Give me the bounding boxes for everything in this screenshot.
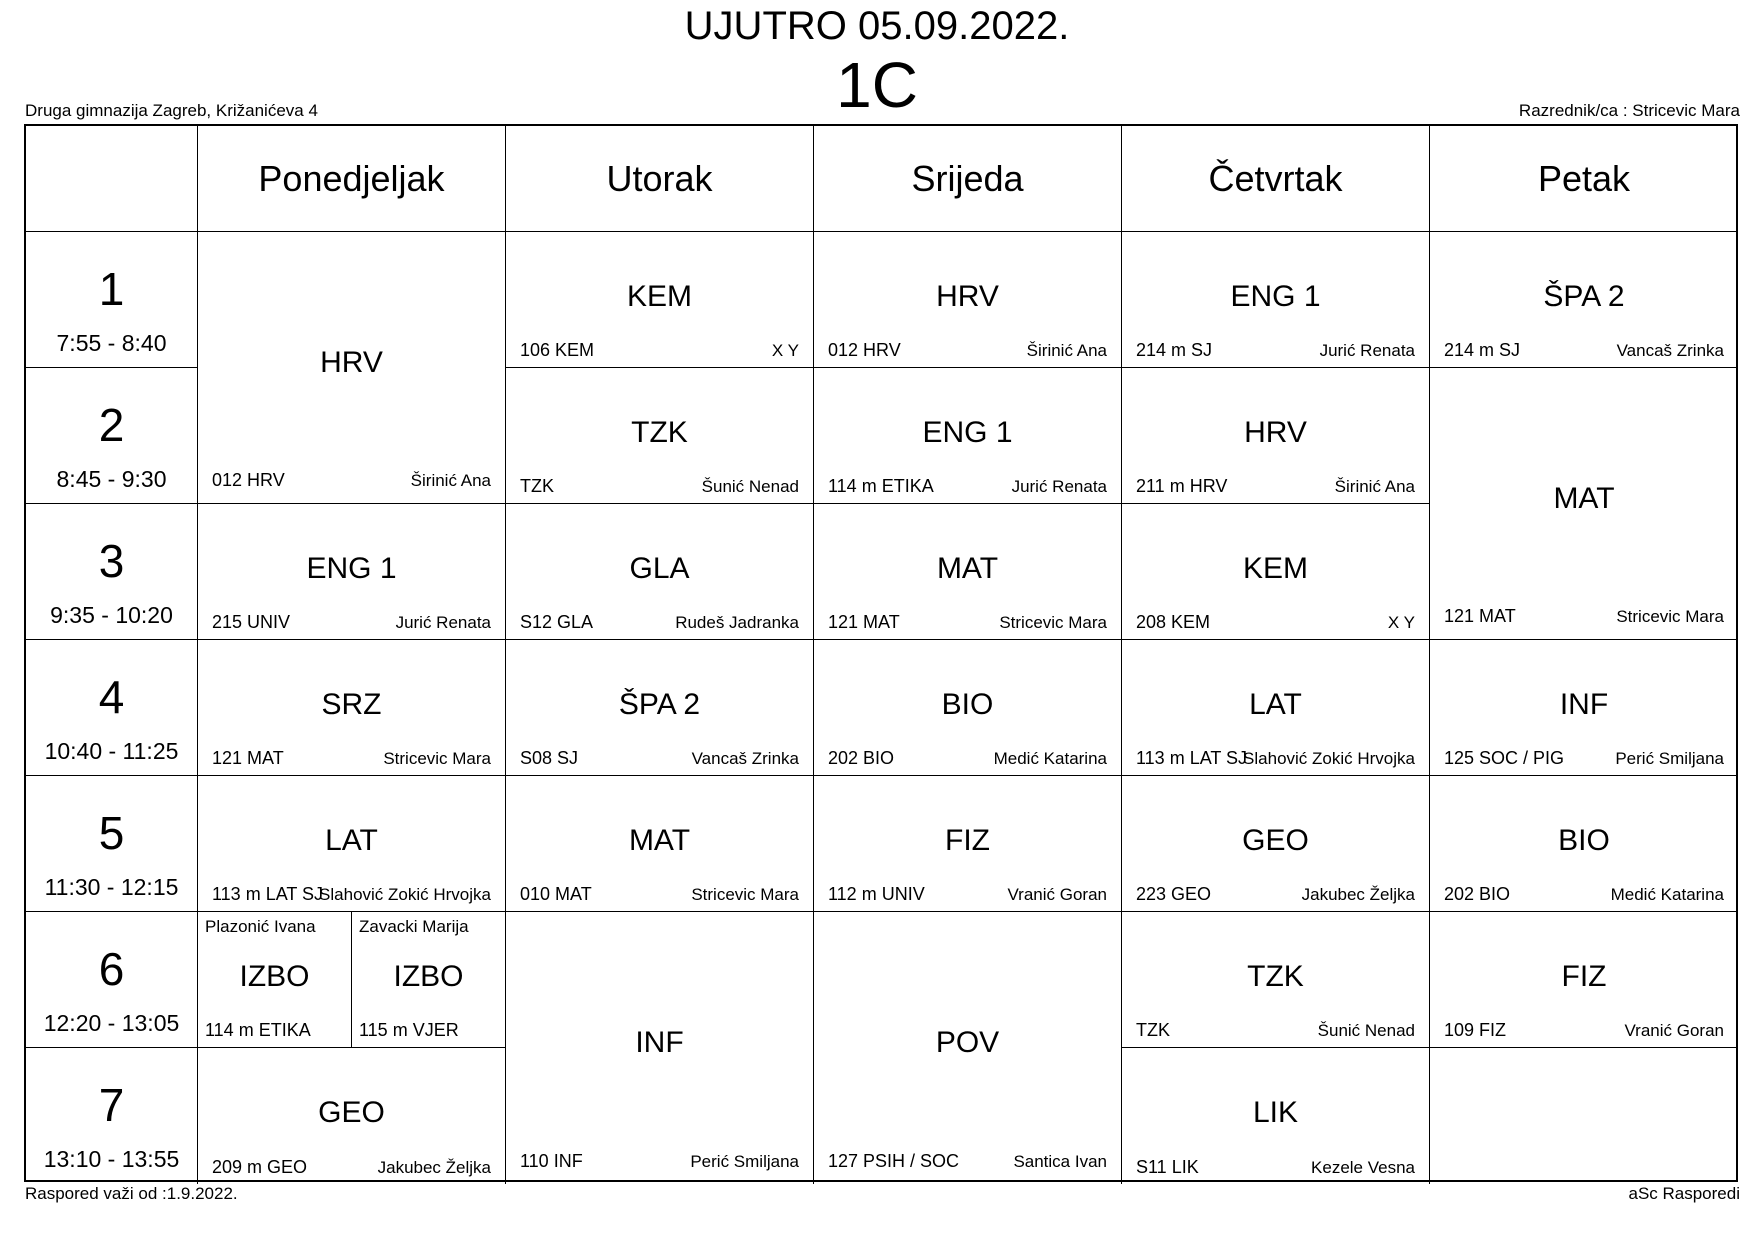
lesson-room: 211 m HRV xyxy=(1136,476,1228,496)
lesson-teacher: Jakubec Željka xyxy=(1301,885,1415,904)
lesson-thu-p4 xyxy=(1122,640,1430,776)
lesson-subject: HRV xyxy=(1244,416,1307,449)
lesson-mon-p4 xyxy=(198,640,506,776)
timetable-grid xyxy=(24,124,1738,1182)
class-name: 1C xyxy=(836,49,918,121)
lesson-mon-p1-2 xyxy=(198,232,506,504)
lesson-room: 114 m ETIKA xyxy=(828,476,934,496)
software-credit: aSc Rasporedi xyxy=(1628,1184,1740,1203)
lesson-thu-p1 xyxy=(1122,232,1430,368)
lesson-teacher: Vancaš Zrinka xyxy=(1616,341,1724,360)
lesson-teacher: Rudeš Jadranka xyxy=(675,613,799,632)
lesson-teacher: Jakubec Željka xyxy=(377,1158,491,1177)
period-number: 3 xyxy=(98,535,125,587)
lesson-wed-p1 xyxy=(814,232,1122,368)
lesson-subject: IZBO xyxy=(239,960,310,993)
lesson-room: 208 KEM xyxy=(1136,612,1211,632)
lesson-room: TZK xyxy=(520,476,554,496)
lesson-teacher: Jurić Renata xyxy=(1011,477,1107,496)
lesson-room: 215 UNIV xyxy=(212,612,291,632)
lesson-subject: LIK xyxy=(1252,1096,1299,1129)
period-time: 11:30 - 12:15 xyxy=(44,874,179,900)
lesson-room: 127 PSIH / SOC xyxy=(828,1151,960,1171)
lesson-teacher: Stricevic Mara xyxy=(383,749,491,768)
day-header-monday: Ponedjeljak xyxy=(198,126,506,232)
lesson-teacher: Širinić Ana xyxy=(410,471,491,490)
schedule-title: UJUTRO 05.09.2022. xyxy=(684,4,1070,48)
lesson-room: 114 m ETIKA xyxy=(205,1020,311,1040)
period-4 xyxy=(26,640,198,776)
lesson-room: 214 m SJ xyxy=(1444,340,1521,360)
lesson-subject: KEM xyxy=(1242,552,1308,585)
valid-from-note: Raspored važi od :1.9.2022. xyxy=(25,1184,238,1203)
lesson-room: 106 KEM xyxy=(520,340,595,360)
lesson-teacher: Kezele Vesna xyxy=(1311,1158,1415,1177)
lesson-teacher: Medić Katarina xyxy=(1610,885,1724,904)
lesson-subject: MAT xyxy=(628,824,691,857)
period-time: 10:40 - 11:25 xyxy=(44,738,179,764)
lesson-room: 125 SOC / PIG xyxy=(1444,748,1565,768)
lesson-room: S08 SJ xyxy=(520,748,579,768)
lesson-mon-p3 xyxy=(198,504,506,640)
lesson-subject: HRV xyxy=(936,280,999,313)
lesson-teacher: X Y xyxy=(1387,613,1415,632)
corner-cell xyxy=(26,126,198,232)
lesson-subject: SRZ xyxy=(321,688,382,721)
lesson-room: 121 MAT xyxy=(1444,606,1516,626)
period-time: 12:20 - 13:05 xyxy=(43,1010,180,1036)
lesson-teacher: Stricevic Mara xyxy=(1616,607,1724,626)
lesson-room: 113 m LAT SJ xyxy=(212,884,324,904)
lesson-mon-p6-split xyxy=(198,912,506,1048)
lesson-mon-p6-group-a xyxy=(198,912,351,1047)
period-6 xyxy=(26,912,198,1048)
lesson-room: 202 BIO xyxy=(1444,884,1511,904)
lesson-teacher: Perić Smiljana xyxy=(690,1152,799,1171)
lesson-thu-p3 xyxy=(1122,504,1430,640)
lesson-room: 121 MAT xyxy=(212,748,284,768)
lesson-subject: HRV xyxy=(320,346,383,379)
lesson-subject: BIO xyxy=(1558,824,1610,857)
lesson-teacher: Širinić Ana xyxy=(1334,477,1415,496)
lesson-teacher: Šunić Nenad xyxy=(1317,1021,1415,1040)
lesson-subject: TZK xyxy=(1247,960,1304,993)
lesson-tue-p1 xyxy=(506,232,814,368)
lesson-teacher: Medić Katarina xyxy=(993,749,1107,768)
lesson-teacher: Slahović Zokić Hrvojka xyxy=(1243,749,1415,768)
lesson-room: TZK xyxy=(1136,1020,1170,1040)
lesson-room: 010 MAT xyxy=(520,884,592,904)
lesson-teacher: Vranić Goran xyxy=(1624,1021,1724,1040)
lesson-subject: KEM xyxy=(626,280,692,313)
lesson-subject: LAT xyxy=(1249,688,1302,721)
lesson-subject: GEO xyxy=(1242,824,1309,857)
lesson-teacher: Perić Smiljana xyxy=(1615,749,1724,768)
period-number: 2 xyxy=(98,399,125,451)
day-header-thursday: Četvrtak xyxy=(1122,126,1430,232)
lesson-subject: ENG 1 xyxy=(922,416,1013,449)
day-header-friday: Petak xyxy=(1430,126,1738,232)
lesson-room: 209 m GEO xyxy=(212,1157,308,1177)
lesson-room: 121 MAT xyxy=(828,612,900,632)
lesson-room: 223 GEO xyxy=(1136,884,1212,904)
lesson-teacher: Vranić Goran xyxy=(1007,885,1107,904)
period-time: 13:10 - 13:55 xyxy=(43,1146,180,1172)
lesson-teacher: Šunić Nenad xyxy=(701,477,799,496)
lesson-fri-p5 xyxy=(1430,776,1738,912)
lesson-thu-p2 xyxy=(1122,368,1430,504)
period-2 xyxy=(26,368,198,504)
lesson-tue-p3 xyxy=(506,504,814,640)
lesson-teacher: Plazonić Ivana xyxy=(205,917,316,936)
lesson-room: 109 FIZ xyxy=(1444,1020,1507,1040)
lesson-room: S12 GLA xyxy=(520,612,594,632)
lesson-thu-p5 xyxy=(1122,776,1430,912)
lesson-wed-p6-7 xyxy=(814,912,1122,1184)
lesson-tue-p5 xyxy=(506,776,814,912)
lesson-fri-p1 xyxy=(1430,232,1738,368)
lesson-tue-p4 xyxy=(506,640,814,776)
period-number: 4 xyxy=(98,671,125,723)
lesson-subject: INF xyxy=(1559,688,1609,721)
lesson-teacher: Jurić Renata xyxy=(1319,341,1415,360)
lesson-subject: ENG 1 xyxy=(1230,280,1321,313)
lesson-room: 012 HRV xyxy=(212,470,285,490)
homeroom-teacher: Razrednik/ca : Stricevic Mara xyxy=(1518,101,1740,120)
lesson-wed-p4 xyxy=(814,640,1122,776)
period-time: 8:45 - 9:30 xyxy=(56,466,167,492)
day-header-tuesday: Utorak xyxy=(506,126,814,232)
lesson-wed-p3 xyxy=(814,504,1122,640)
lesson-subject: ENG 1 xyxy=(306,552,397,585)
school-name: Druga gimnazija Zagreb, Križanićeva 4 xyxy=(25,101,318,120)
lesson-wed-p5 xyxy=(814,776,1122,912)
day-header-wednesday: Srijeda xyxy=(814,126,1122,232)
lesson-tue-p2 xyxy=(506,368,814,504)
lesson-subject: MAT xyxy=(1553,482,1615,515)
lesson-fri-p2-3 xyxy=(1430,368,1738,640)
lesson-mon-p7 xyxy=(198,1048,506,1184)
lesson-room: 112 m UNIV xyxy=(828,884,925,904)
period-number: 1 xyxy=(98,263,125,315)
period-number: 7 xyxy=(98,1079,125,1131)
lesson-subject: LAT xyxy=(325,824,378,857)
lesson-teacher: Širinić Ana xyxy=(1026,341,1107,360)
period-number: 5 xyxy=(98,807,125,859)
lesson-teacher: Stricevic Mara xyxy=(691,885,799,904)
empty-slot-fri-p7 xyxy=(1430,1048,1738,1184)
lesson-room: 110 INF xyxy=(520,1151,583,1171)
lesson-teacher: Santica Ivan xyxy=(1013,1152,1107,1171)
period-1 xyxy=(26,232,198,368)
lesson-subject: TZK xyxy=(631,416,688,449)
lesson-thu-p7 xyxy=(1122,1048,1430,1184)
lesson-teacher: Slahović Zokić Hrvojka xyxy=(319,885,491,904)
lesson-fri-p4 xyxy=(1430,640,1738,776)
lesson-subject: GLA xyxy=(629,552,690,585)
lesson-wed-p2 xyxy=(814,368,1122,504)
period-3 xyxy=(26,504,198,640)
lesson-room: 202 BIO xyxy=(828,748,895,768)
lesson-teacher: Jurić Renata xyxy=(395,613,491,632)
lesson-mon-p5 xyxy=(198,776,506,912)
lesson-room: S11 LIK xyxy=(1136,1157,1199,1177)
lesson-subject: INF xyxy=(635,1026,684,1059)
lesson-fri-p6 xyxy=(1430,912,1738,1048)
lesson-subject: POV xyxy=(935,1026,1000,1059)
period-5 xyxy=(26,776,198,912)
lesson-subject: GEO xyxy=(318,1096,385,1129)
lesson-teacher: X Y xyxy=(771,341,799,360)
lesson-subject: FIZ xyxy=(1561,960,1607,993)
period-number: 6 xyxy=(98,943,125,995)
period-time: 9:35 - 10:20 xyxy=(50,602,173,628)
period-time: 7:55 - 8:40 xyxy=(56,330,167,356)
lesson-teacher: Stricevic Mara xyxy=(999,613,1107,632)
lesson-subject: MAT xyxy=(936,552,999,585)
lesson-teacher: Vancaš Zrinka xyxy=(691,749,799,768)
lesson-subject: ŠPA 2 xyxy=(618,688,701,721)
lesson-teacher: Zavacki Marija xyxy=(359,917,469,936)
lesson-subject: IZBO xyxy=(393,960,464,993)
lesson-subject: BIO xyxy=(941,688,994,721)
lesson-room: 115 m VJER xyxy=(359,1020,459,1040)
period-7 xyxy=(26,1048,198,1184)
lesson-thu-p6 xyxy=(1122,912,1430,1048)
lesson-subject: ŠPA 2 xyxy=(1543,280,1625,313)
lesson-tue-p6-7 xyxy=(506,912,814,1184)
lesson-room: 113 m LAT SJ xyxy=(1136,748,1248,768)
lesson-room: 214 m SJ xyxy=(1136,340,1213,360)
lesson-room: 012 HRV xyxy=(828,340,901,360)
lesson-mon-p6-group-b xyxy=(351,912,505,1047)
lesson-subject: FIZ xyxy=(945,824,990,857)
